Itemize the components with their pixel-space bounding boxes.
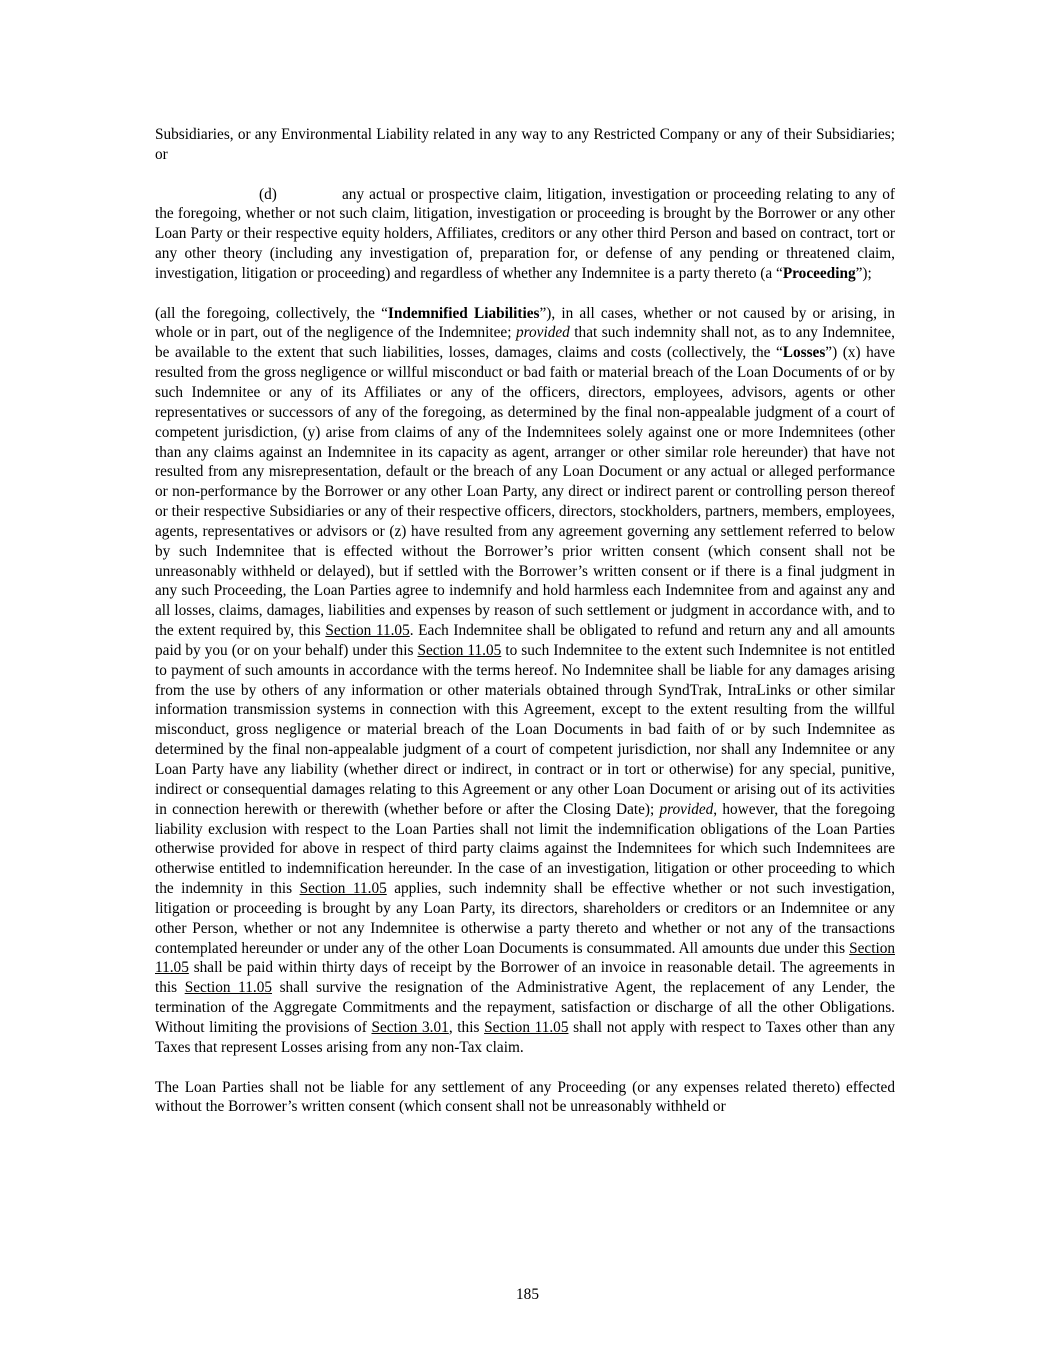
section-reference: Section 11.05 — [155, 939, 895, 977]
provided-italic: provided — [659, 800, 714, 818]
paragraph-text: The Loan Parties shall not be liable for any settlement of any Proceeding (or any expenses related thereto) effected without the Borrower’s written consent (which consent shall not be unreasonably withheld or — [155, 1078, 895, 1116]
section-reference: Section 11.05 — [184, 979, 273, 997]
text-run: , this — [448, 1018, 485, 1036]
defined-term-losses: Losses — [782, 344, 826, 362]
text-run: shall not apply with respect to Taxes other than any Taxes that represent Losses arising from any non-Tax claim. — [155, 1018, 896, 1056]
text-run: , however, that the foregoing liability exclusion with respect to the Loan Parties shall not limit the indemnification obligations of the Loan Parties otherwise provided for above in respect of third party claims against the Indemnitees for which such Indemnitees are otherwise entitled to indemnification hereunder. In the case of an investigation, litigation or other proceeding to which the indemnity in this — [155, 800, 896, 898]
section-reference: Section 11.05 — [325, 622, 410, 640]
paragraph-text: Subsidiaries, or any Environmental Liability related in any way to any Restricted Company or any of their Subsidiaries; or — [155, 126, 895, 163]
text-run: ”) (x) have resulted from the gross negligence or willful misconduct or bad faith or material breach of the Loan Documents of or by such Indemnitee or any of its Affiliates or any of the officers, directors, employees, advisors, agents or other representatives or successors of any of the foregoing, as determined by the final non-appealable judgment of a court of competent jurisdiction, (y) arise from claims of any of the Indemnitees solely against one or more Indemnitees (other than any claims against an Indemnitee in its capacity as agent, arranger or other similar role hereunder) that have not resulted from any misrepresentation, default or the breach of any Loan Document or any actual or alleged performance or non-performance by the Borrower or any other Loan Party, any direct or indirect parent or controlling person thereof or their respective Subsidiaries or any of their respective officers, directors, stockholders, partners, members, employees, agents, representatives or advisors or (z) have resulted from any agreement governing any settlement referred to below by such Indemnitee that is effected without the Borrower’s prior written consent (which consent shall not be unreasonably withheld or delayed), but if settled with the Borrower’s written consent or if there is a final judgment in any such Proceeding, the Loan Parties agree to indemnify and hold harmless each Indemnitee from and against any and all losses, claims, damages, liabilities and expenses by reason of such settlement or judgment in accordance with, and to the extent required by, this — [155, 344, 895, 640]
text-run: shall survive the resignation of the Administrative Agent, the replacement of any Lender, the termination of the Aggregate Commitments and the repayment, satisfaction or discharge of all the other Obligations. Without limiting the provisions of — [155, 979, 895, 1036]
paragraph-continuation — [155, 125, 895, 165]
document-page — [155, 125, 895, 1137]
settlement-paragraph — [155, 1078, 895, 1118]
section-reference: Section 11.05 — [417, 641, 502, 659]
text-run: applies, such indemnity shall be effective whether or not such investigation, litigation or proceeding is brought by any Loan Party, its directors, shareholders or creditors or an Indemnitee or any other Person, whether or not any Indemnitee is otherwise a party thereto and whether or not any of the transactions contemplated hereunder or under any of the other Loan Documents is consummated. All amounts due under this — [155, 880, 896, 957]
page-number: 185 — [516, 1286, 539, 1303]
defined-term-proceeding: Proceeding — [782, 264, 856, 282]
text-run: . Each Indemnitee shall be obligated to refund and return any and all amounts paid by you (or on your behalf) under this — [155, 622, 895, 659]
text-run: (all the foregoing, collectively, the “ — [155, 304, 388, 322]
clause-text: any actual or prospective claim, litigation, investigation or proceeding relating to any of the foregoing, whether or not such claim, litigation, investigation or proceeding is brought by the Borrower or any other Loan Party or their respective equity holders, Affiliates, creditors or any other third Person and based on contract, tort or any other theory (including any investigation of, preparation for, or defense of any pending or threatened claim, investigation, litigation or proceeding) and regardless of whether any Indemnitee is a party thereto (a “ — [155, 185, 895, 282]
clause-text-end: ”); — [855, 264, 872, 282]
section-reference: Section 11.05 — [484, 1018, 569, 1036]
section-reference: Section 3.01 — [371, 1018, 449, 1036]
indemnified-liabilities-paragraph — [155, 304, 895, 1058]
defined-term-indemnified-liabilities: Indemnified Liabilities — [387, 304, 540, 322]
section-reference: Section 11.05 — [299, 880, 387, 898]
text-run: that such indemnity shall not, as to any Indemnitee, be available to the extent that such liabilities, losses, damages, claims and costs (collectively, the “ — [155, 324, 896, 362]
clause-label: (d) — [259, 185, 277, 203]
text-run: shall be paid within thirty days of receipt by the Borrower of an invoice in reasonable detail. The agreements in this — [155, 959, 895, 997]
clause-d — [155, 185, 895, 284]
provided-italic: provided — [515, 324, 570, 342]
text-run: to such Indemnitee to the extent such Indemnitee is not entitled to payment of such amounts in accordance with the terms hereof. No Indemnitee shall be liable for any damages arising from the use by others of any information or other materials obtained through SyndTrak, IntraLinks or other similar information transmission systems in connection with this Agreement, except to the extent resulting from the willful misconduct, gross negligence or material breach of the Loan Documents in bad faith of or by such Indemnitee as determined by the final non-appealable judgment of a court of competent jurisdiction, nor shall any Indemnitee or any Loan Party have any liability (whether direct or indirect, in contract or in tort or otherwise) for any special, punitive, indirect or consequential damages relating to this Agreement or any other Loan Document or arising out of its activities in connection herewith or therewith (whether before or after the Closing Date); — [155, 641, 896, 818]
text-run: ”), in all cases, whether or not caused by or arising, in whole or in part, out of the negligence of the Indemnitee; — [155, 304, 895, 342]
